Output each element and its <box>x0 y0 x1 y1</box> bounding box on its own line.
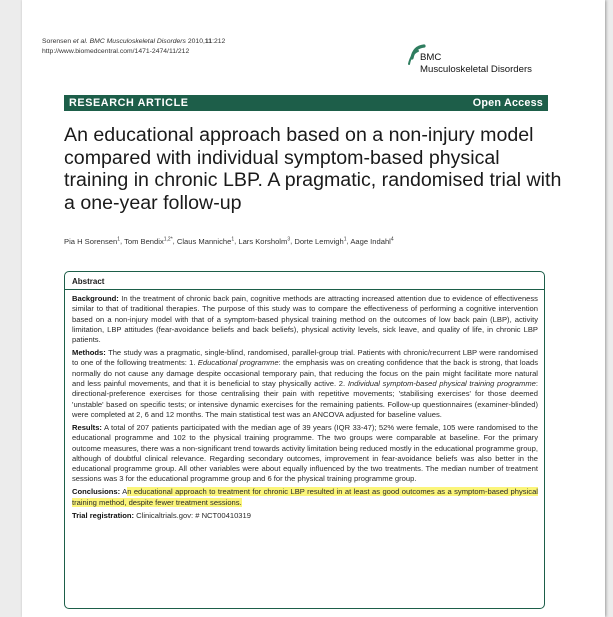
article-type-label: RESEARCH ARTICLE <box>69 97 189 109</box>
abstract-body <box>72 294 538 524</box>
author <box>124 237 173 246</box>
author-affiliation: 1 <box>117 236 120 242</box>
author <box>238 237 290 246</box>
open-access-label: Open Access <box>472 97 543 109</box>
citation-header: Sorensen et al. BMC Musculoskeletal Disorders 2010,11:212 http://www.biomedcentral.com/1471-2474/11/212 <box>42 38 226 55</box>
author-name: Claus Manniche <box>176 236 232 246</box>
author-name: Dorte Lemvigh <box>294 236 344 246</box>
author-name: Pia H Sorensen <box>64 236 118 246</box>
abstract-box <box>64 271 545 609</box>
author-affiliation: 1 <box>343 236 347 242</box>
author <box>177 237 234 246</box>
author-name: Tom Bendix <box>124 236 164 246</box>
author-affiliation: 4 <box>390 236 394 242</box>
trial-registration-link[interactable]: Clinicaltrials.gov: # NCT00410319 <box>136 510 251 520</box>
article-type-banner <box>64 95 548 111</box>
author <box>350 237 393 246</box>
abstract-background: Background: In the treatment of chronic back pain, cognitive methods are attracting increased attention due to evidence of effectiveness similar to that of traditional therapies. The purpose of this study was to compare the effectiveness of performing a cognitive intervention based on a non-injury model with that of a symptom-based physical training method on the outcomes of low back pain (LBP), activity limitation, LBP attitudes (fear-avoidance beliefs and back beliefs), physical activity levels, sick leave, and quality of life, in chronic LBP patients. <box>72 294 538 345</box>
article-title: An educational approach based on a non-injury model compared with individual symptom-based physical training in chronic LBP. A pragmatic, randomised trial with a one-year follow-up <box>64 124 562 214</box>
author <box>64 237 120 246</box>
abstract-registration: Trial registration: Clinicaltrials.gov: # NCT00410319 <box>72 510 251 520</box>
abstract-results: Results: A total of 207 patients participated with the median age of 39 years (IQR 33-47); 52% were female, 105 were randomised to the educational programme and 102 to the physical training programme. The two groups were comparable at baseline. For the primary outcome measures, there was a non-significant trend towards activity limitation being reduced mostly in the educational programme group, although of doubtful clinical relevance. Regarding secondary outcomes, improvement in fear-avoidance beliefs was also better in the educational programme group. All other variables were about equally influenced by the two treatments. The median number of treatment sessions was 3 for the educational programme group and 6 for the physical training programme group. <box>72 422 538 484</box>
citation-url[interactable]: http://www.biomedcentral.com/1471-2474/11/212 <box>42 47 190 55</box>
author-affiliation: 1 <box>231 236 235 242</box>
author-affiliation: 3 <box>287 236 291 242</box>
abstract-conclusions: Conclusions: An educational approach to treatment for chronic LBP resulted in at least as good outcomes as a symptom-based physical training method, despite fewer treatment sessions. <box>72 487 538 507</box>
author-list: Pia H Sorensen$^1$, Tom Bendix$^{1,2*}$, Claus Manniche$^1$, Lars Korsholm$^3$, Dorte Lemvigh$^1$, Aage Indahl$^4$ <box>64 236 394 246</box>
author-affiliation: 1,2* <box>163 236 173 242</box>
author-name: Lars Korsholm <box>238 236 288 246</box>
abstract-divider <box>65 289 544 290</box>
author <box>294 237 346 246</box>
abstract-methods: Methods: The study was a pragmatic, single-blind, randomised, parallel-group trial. Patients with chronic/recurrent LBP were randomised to one of the following treatments: 1. Educational programme: the emphasis was on creating confidence that the back is strong, that loads normally do not cause any damage despite occasional temporary pain, that reducing the focus on the pain might facilitate more natural and less painful movements, and that it is beneficial to stay physically active. 2. Individual symptom-based physical training programme: directional-preference exercises for those centralising their pain with repetitive movements; 'stabilising exercises' for those deemed 'unstable' based on specific tests; or intensive dynamic exercises for the remaining patients. Follow-up questionnaires (examiner-blinded) were completed at 2, 6 and 12 months. The main statistical test was an ANCOVA adjusted for baseline values. <box>72 348 539 419</box>
abstract-heading: Abstract <box>72 277 105 286</box>
journal-logo: BMC Musculoskeletal Disorders <box>420 52 532 75</box>
author-name: Aage Indahl <box>350 236 391 246</box>
highlighted-text[interactable]: n educational approach to treatment for chronic LBP resulted in at least as good outcomes as a symptom-based physical training method, despite fewer treatment sessions. <box>72 487 538 507</box>
